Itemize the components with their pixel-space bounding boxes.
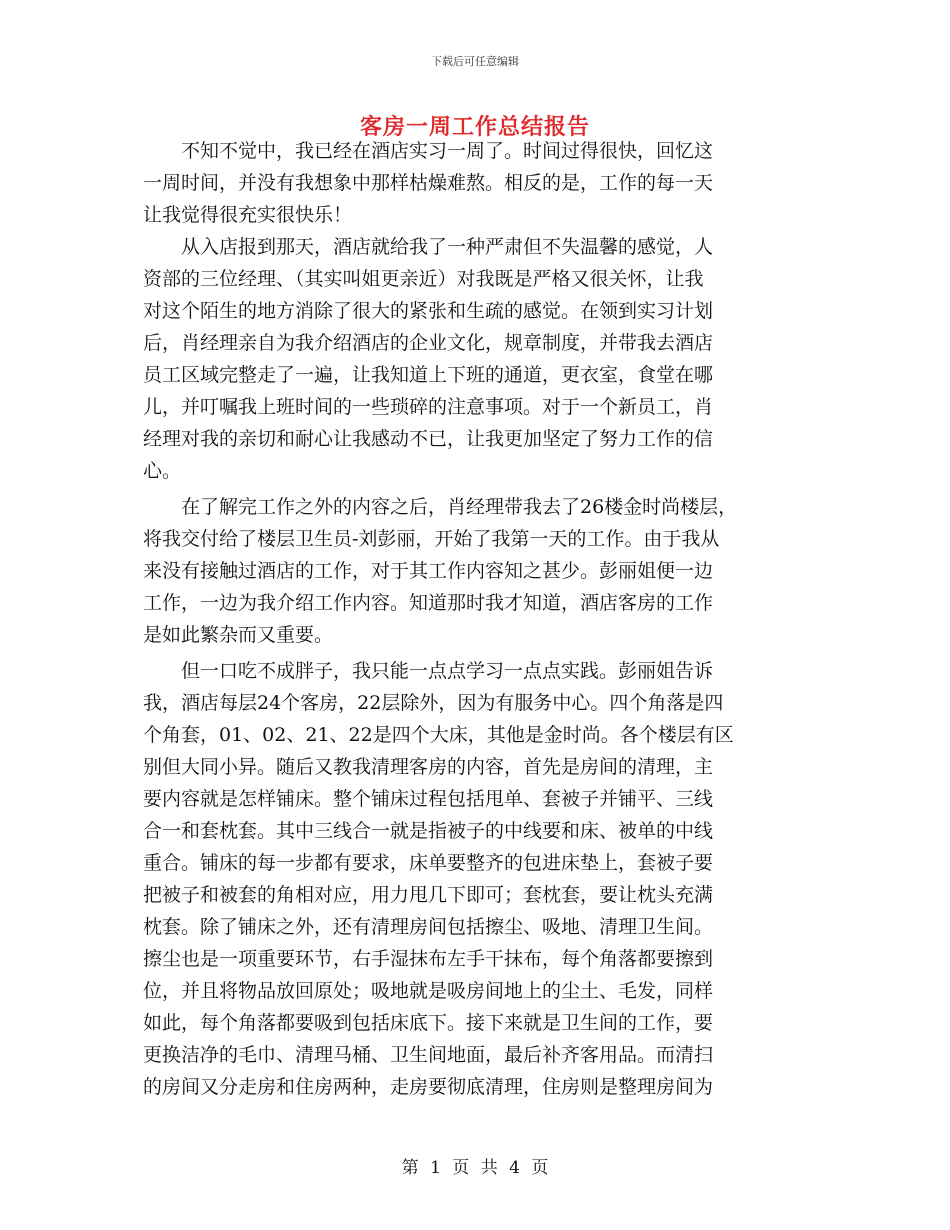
text-line: 别但大同小异。随后又教我清理客房的内容，首先是房间的清理，主	[143, 756, 714, 778]
text-line: 的房间又分走房和住房两种，走房要彻底清理，住房则是整理房间为	[143, 1076, 714, 1098]
text-line: 是如此繁杂而又重要。	[143, 624, 334, 646]
text-line: 让我觉得很充实很快乐！	[143, 204, 353, 226]
text-line: 位，并且将物品放回原处；吸地就是吸房间地上的尘土、毛发，同样	[143, 980, 714, 1002]
text-line: 对这个陌生的地方消除了很大的紧张和生疏的感觉。在领到实习计划	[143, 300, 714, 322]
text-line: 不知不觉中，我已经在酒店实习一周了。时间过得很快，回忆这	[143, 140, 714, 162]
document-title: 客房一周工作总结报告	[359, 114, 590, 140]
header-note: 下载后可任意编辑	[431, 55, 519, 68]
text-line: 把被子和被套的角相对应，用力甩几下即可；套枕套，要让枕头充满	[143, 884, 714, 906]
footer-page-word: 第	[401, 1158, 419, 1178]
text-line: 工作，一边为我介绍工作内容。知道那时我才知道，酒店客房的工作	[143, 592, 714, 614]
text-line: 资部的三位经理、（其实叫姐更亲近）对我既是严格又很关怀，让我	[143, 268, 704, 290]
text-line: 将我交付给了楼层卫生员-刘彭丽，开始了我第一天的工作。由于我从	[143, 528, 720, 550]
text-line: 如此，每个角落都要吸到包括床底下。接下来就是卫生间的工作，要	[143, 1012, 714, 1034]
text-line: 一周时间，并没有我想象中那样枯燥难熬。相反的是，工作的每一天	[143, 172, 714, 194]
text-line: 我，酒店每层24个客房，22层除外，因为有服务中心。四个角落是四	[143, 692, 724, 714]
text-line: 儿，并叮嘱我上班时间的一些琐碎的注意事项。对于一个新员工，肖	[143, 396, 714, 418]
text-line: 后，肖经理亲自为我介绍酒店的企业文化，规章制度，并带我去酒店	[143, 332, 714, 354]
page-footer	[0, 1153, 950, 1178]
text-line: 要内容就是怎样铺床。整个铺床过程包括甩单、套被子并铺平、三线	[143, 788, 714, 810]
text-line: 在了解完工作之外的内容之后，肖经理带我去了26楼金时尚楼层，	[143, 496, 738, 518]
footer-page-unit: 页	[452, 1158, 470, 1178]
footer-total-unit: 页	[531, 1158, 549, 1178]
footer-total-word: 共	[480, 1158, 498, 1178]
text-line: 经理对我的亲切和耐心让我感动不已，让我更加坚定了努力工作的信	[143, 428, 714, 450]
text-line: 但一口吃不成胖子，我只能一点点学习一点点实践。彭丽姐告诉	[143, 660, 714, 682]
text-line: 来没有接触过酒店的工作，对于其工作内容知之甚少。彭丽姐便一边	[143, 560, 714, 582]
footer-page-number: 1	[430, 1158, 441, 1178]
text-line: 个角套，01、02、21、22是四个大床，其他是金时尚。各个楼层有区	[143, 724, 734, 746]
footer-total-pages: 4	[509, 1158, 520, 1178]
text-line: 合一和套枕套。其中三线合一就是指被子的中线要和床、被单的中线	[143, 820, 714, 842]
text-line: 重合。铺床的每一步都有要求，床单要整齐的包进床垫上，套被子要	[143, 852, 714, 874]
text-line: 擦尘也是一项重要环节，右手湿抹布左手干抹布，每个角落都要擦到	[143, 948, 714, 970]
text-line: 更换洁净的毛巾、清理马桶、卫生间地面，最后补齐客用品。而清扫	[143, 1044, 714, 1066]
text-line: 枕套。除了铺床之外，还有清理房间包括擦尘、吸地、清理卫生间。	[143, 916, 714, 938]
text-line: 从入店报到那天，酒店就给我了一种严肃但不失温馨的感觉，人	[143, 236, 714, 258]
text-line: 心。	[143, 460, 182, 482]
text-line: 员工区域完整走了一遍，让我知道上下班的通道，更衣室，食堂在哪	[143, 364, 714, 386]
